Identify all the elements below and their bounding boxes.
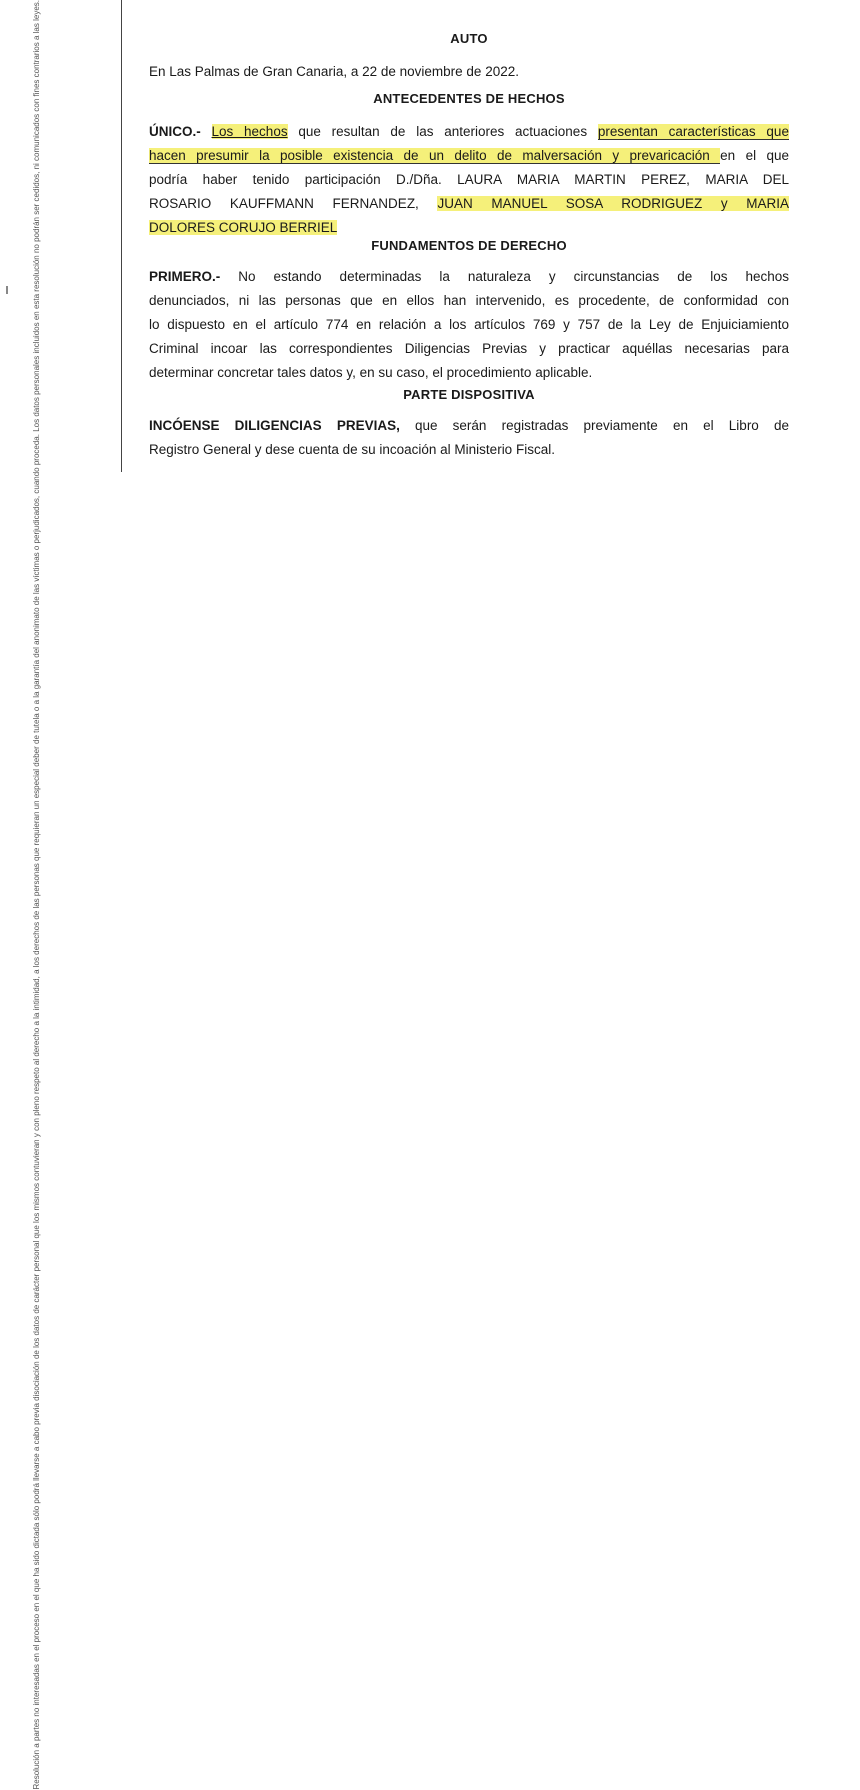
unico-line-5: DOLORES CORUJO BERRIEL	[149, 220, 338, 235]
primero-line-5: determinar concretar tales datos y, en su caso, el procedimiento aplicable.	[149, 365, 593, 380]
margin-rule	[121, 0, 122, 472]
incoense-label: INCÓENSE DILIGENCIAS PREVIAS,	[149, 418, 400, 433]
margin-notice-line: Resolución a partes no interesadas en el proceso en el que ha sido dictada sólo podrá llevarse a cabo previa disociación de los datos de carácter personal que los mismos contuvieran y con pleno respeto al derecho a la intimidad, a los derechos de las personas que requieran un especial deber de tutela o a la garantía del anonimato de las víctimas o perjudicados, cuando proceda. Los datos personales incluidos en esta resolución no podrán ser cedidos, ni comunicados con fines contrarios a las leyes.	[32, 0, 41, 1790]
paragraph-incoense	[149, 414, 789, 462]
unico-line-1: ÚNICO.- Los hechos que resultan de las anteriores actuaciones presentan características que	[149, 124, 789, 139]
primero-label: PRIMERO.-	[149, 269, 221, 284]
margin-mark	[6, 286, 8, 294]
paragraph-unico	[149, 120, 789, 240]
section-parte-dispositiva: PARTE DISPOSITIVA	[403, 387, 535, 402]
primero-line-3: lo dispuesto en el artículo 774 en relación a los artículos 769 y 757 de la Ley de Enjuiciamiento	[149, 317, 789, 332]
primero-line-4: Criminal incoar las correspondientes Diligencias Previas y practicar aquéllas necesarias para	[149, 341, 789, 356]
unico-label: ÚNICO.-	[149, 124, 201, 139]
section-fundamentos: FUNDAMENTOS DE DERECHO	[371, 238, 567, 253]
unico-line-4: ROSARIO KAUFFMANN FERNANDEZ, JUAN MANUEL SOSA RODRIGUEZ y MARIA	[149, 196, 790, 211]
doc-title: AUTO	[450, 31, 488, 46]
unico-line-3: podría haber tenido participación D./Dña. LAURA MARIA MARTIN PEREZ, MARIA DEL	[149, 172, 789, 187]
incoense-line-1: INCÓENSE DILIGENCIAS PREVIAS, que serán registradas previamente en el Libro de	[149, 418, 789, 433]
incoense-line-2: Registro General y dese cuenta de su incoación al Ministerio Fiscal.	[149, 442, 555, 457]
place-date: En Las Palmas de Gran Canaria, a 22 de noviembre de 2022.	[149, 64, 519, 79]
primero-line-1: PRIMERO.- No estando determinadas la naturaleza y circunstancias de los hechos	[149, 269, 789, 284]
unico-line-2: hacen presumir la posible existencia de un delito de malversación y prevaricación en el que	[149, 148, 789, 163]
section-antecedentes: ANTECEDENTES DE HECHOS	[373, 91, 565, 106]
primero-line-2: denunciados, ni las personas que en ellos han intervenido, es procedente, de conformidad con	[149, 293, 789, 308]
margin-privacy-notice	[28, 0, 118, 1790]
paragraph-primero	[149, 265, 789, 385]
